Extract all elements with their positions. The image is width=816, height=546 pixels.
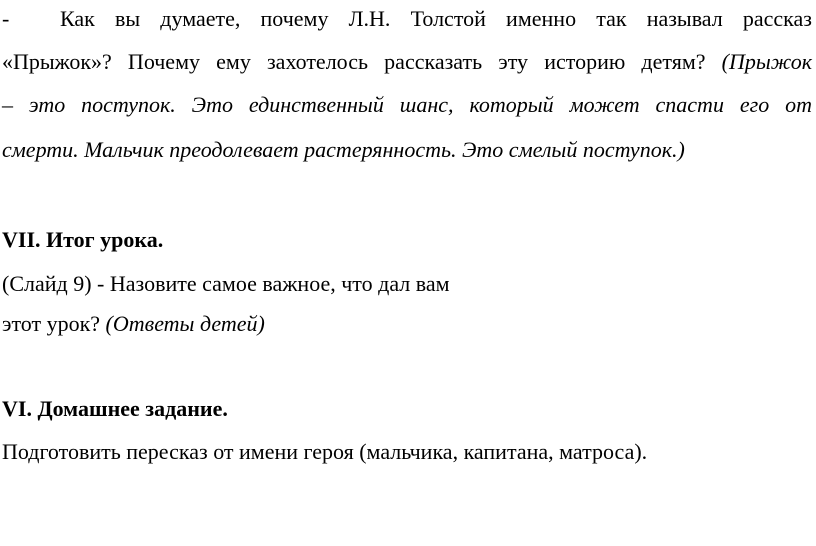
- answer-text-start: (Прыжок: [721, 49, 812, 74]
- summary-line-1: (Слайд 9) - Назовите самое важное, что дал вам: [2, 271, 450, 296]
- answer-line-3: – это поступок. Это единственный шанс, который может спасти его от: [2, 92, 812, 117]
- question-line-1: [2, 6, 812, 32]
- summary-line-2: [2, 311, 265, 337]
- question-text-1: Как вы думаете, почему Л.Н. Толстой именно так называл рассказ: [60, 6, 812, 31]
- question-text-2: «Прыжок»? Почему ему захотелось рассказать эту историю детям?: [2, 49, 706, 74]
- summary-question: этот урок?: [2, 311, 101, 336]
- answer-line-4: смерти. Мальчик преодолевает растерянность. Это смелый поступок.): [2, 137, 685, 162]
- question-line-2: [2, 49, 812, 75]
- homework-heading: VI. Домашнее задание.: [2, 396, 228, 421]
- list-dash: -: [2, 6, 10, 31]
- summary-heading: VII. Итог урока.: [2, 227, 164, 252]
- summary-answer: (Ответы детей): [105, 311, 265, 336]
- homework-text: Подготовить пересказ от имени героя (мальчика, капитана, матроса).: [2, 439, 648, 464]
